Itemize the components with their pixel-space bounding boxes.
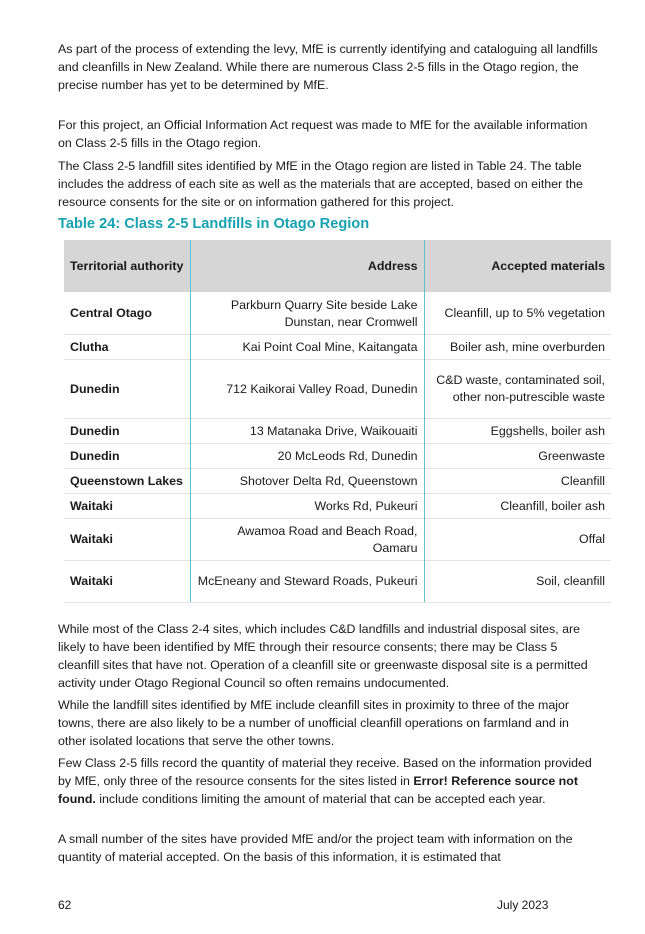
cell-materials: Greenwaste xyxy=(424,444,611,469)
table-header-row xyxy=(64,240,611,293)
cell-address: Kai Point Coal Mine, Kaitangata xyxy=(190,335,424,360)
table-row xyxy=(64,494,611,519)
cell-address: McEneany and Steward Roads, Pukeuri xyxy=(190,561,424,603)
paragraph-unofficial-cleanfills: While the landfill sites identified by MfE include cleanfill sites in proximity to three of the major towns, there are also likely to be a number of unofficial cleanfill operations on farmland and in other isolated locations that serve the other towns. xyxy=(58,698,569,748)
table-row xyxy=(64,519,611,561)
landfills-table xyxy=(64,240,611,603)
cell-materials: Eggshells, boiler ash xyxy=(424,419,611,444)
cell-authority: Dunedin xyxy=(64,419,190,444)
cell-authority: Clutha xyxy=(64,335,190,360)
cell-materials: Soil, cleanfill xyxy=(424,561,611,603)
table-row xyxy=(64,335,611,360)
table-row xyxy=(64,293,611,335)
cell-authority: Dunedin xyxy=(64,444,190,469)
paragraph-table-intro: The Class 2-5 landfill sites identified by MfE in the Otago region are listed in Table 24. The table includes the address of each site as well as the materials that are accepted, based on either the resource consents for the site or on information gathered for this project. xyxy=(58,159,583,209)
cell-address: Awamoa Road and Beach Road, Oamaru xyxy=(190,519,424,561)
paragraph-class-sites: While most of the Class 2-4 sites, which includes C&D landfills and industrial disposal sites, are likely to have been identified by MfE through their resource consents; there may be Class 5 cleanfill sites that have not. Operation of a cleanfill site or greenwaste disposal site is a permitted activity under Otago Regional Council so often remains undocumented. xyxy=(58,622,588,690)
cell-authority: Waitaki xyxy=(64,494,190,519)
paragraph-oia-request: For this project, an Official Information Act request was made to MfE for the available information on Class 2-5 fills in the Otago region. xyxy=(58,118,588,150)
cell-materials: Boiler ash, mine overburden xyxy=(424,335,611,360)
cell-materials: Offal xyxy=(424,519,611,561)
cell-authority: Central Otago xyxy=(64,293,190,335)
footer-date: July 2023 xyxy=(497,898,549,912)
header-address: Address xyxy=(190,240,424,293)
table-row xyxy=(64,444,611,469)
cell-authority: Dunedin xyxy=(64,360,190,419)
cell-address: Works Rd, Pukeuri xyxy=(190,494,424,519)
table-row xyxy=(64,419,611,444)
cell-authority: Waitaki xyxy=(64,561,190,603)
cell-address: Parkburn Quarry Site beside Lake Dunstan, near Cromwell xyxy=(190,293,424,335)
table-row xyxy=(64,561,611,603)
table-row xyxy=(64,469,611,494)
table-row xyxy=(64,360,611,419)
cell-materials: Cleanfill, up to 5% vegetation xyxy=(424,293,611,335)
cell-materials: Cleanfill, boiler ash xyxy=(424,494,611,519)
cell-materials: Cleanfill xyxy=(424,469,611,494)
cell-address: 13 Matanaka Drive, Waikouaiti xyxy=(190,419,424,444)
paragraph-estimate: A small number of the sites have provided MfE and/or the project team with information on the quantity of material accepted. On the basis of this information, it is estimated that xyxy=(58,832,573,864)
cell-materials: C&D waste, contaminated soil, other non-putrescible waste xyxy=(424,360,611,419)
header-territorial-authority: Territorial authority xyxy=(64,240,190,293)
cell-authority: Queenstown Lakes xyxy=(64,469,190,494)
quantity-text-end: include conditions limiting the amount of material that can be accepted each year. xyxy=(95,792,546,806)
paragraph-quantity-records xyxy=(58,754,598,808)
quantity-text-start: Few Class 2-5 fills record the quantity of material they receive. Based on the information provided by MfE, only three of the resource consents for the sites listed in xyxy=(58,756,592,788)
page-number: 62 xyxy=(58,898,72,912)
reference-error: Error! Reference source not found. xyxy=(58,774,578,806)
cell-address: Shotover Delta Rd, Queenstown xyxy=(190,469,424,494)
header-accepted-materials: Accepted materials xyxy=(424,240,611,293)
cell-address: 712 Kaikorai Valley Road, Dunedin xyxy=(190,360,424,419)
cell-address: 20 McLeods Rd, Dunedin xyxy=(190,444,424,469)
cell-authority: Waitaki xyxy=(64,519,190,561)
paragraph-levy: As part of the process of extending the levy, MfE is currently identifying and cataloguing all landfills and cleanfills in New Zealand. While there are numerous Class 2-5 fills in the Otago region, the precise number has yet to be determined by MfE. xyxy=(58,42,598,92)
table-title: Table 24: Class 2-5 Landfills in Otago Region xyxy=(58,216,370,232)
